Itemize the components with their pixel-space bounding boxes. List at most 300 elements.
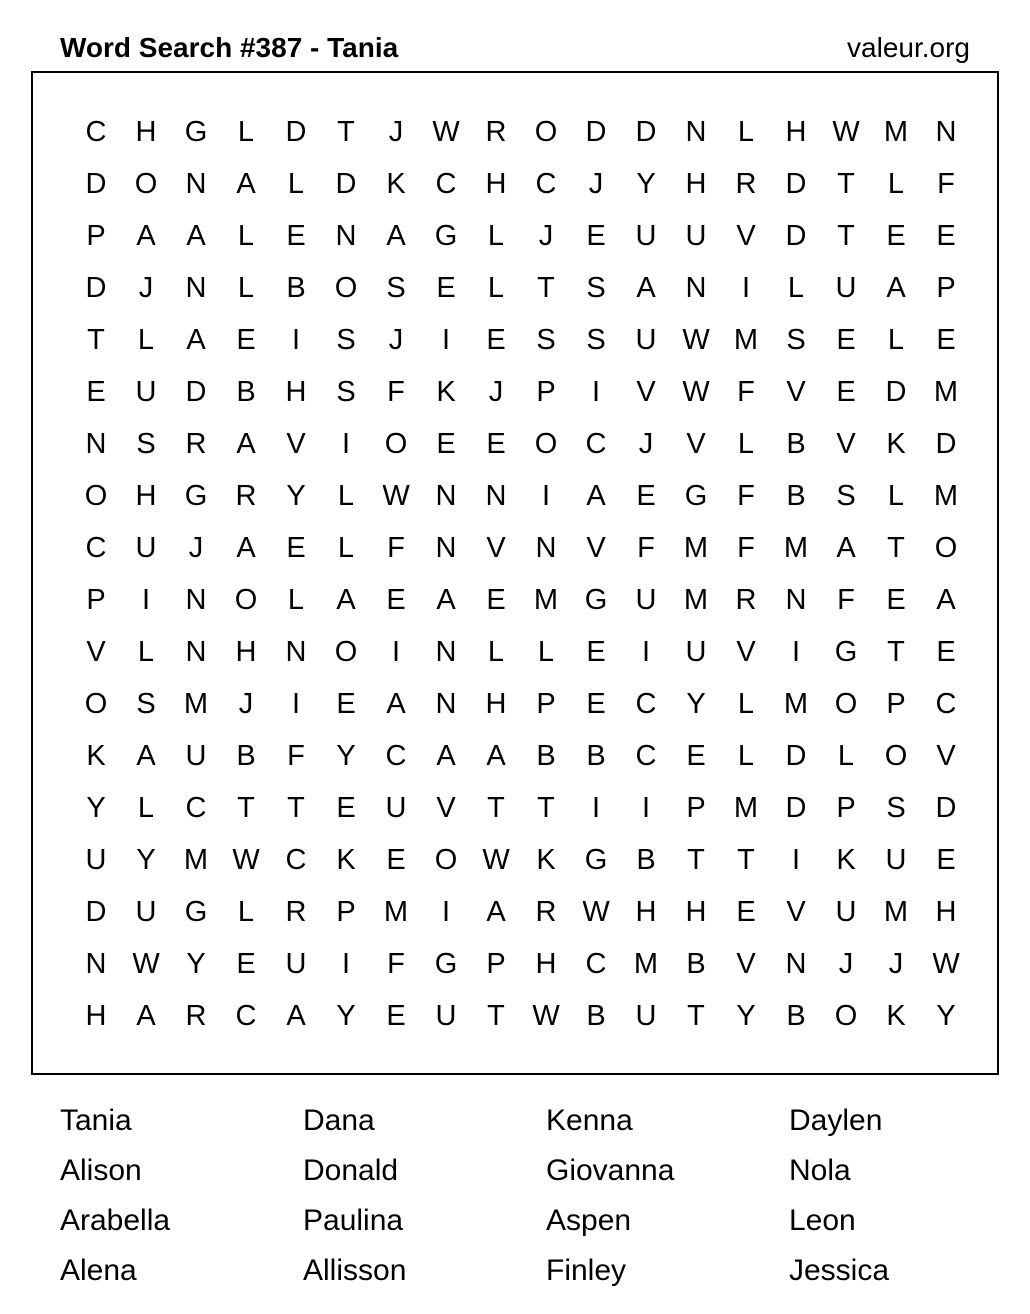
grid-letter: E	[936, 220, 956, 252]
grid-letter: P	[336, 896, 356, 928]
grid-letter: F	[637, 532, 655, 564]
grid-letter: W	[932, 948, 960, 980]
grid-letter: I	[791, 844, 801, 876]
grid-letter: B	[786, 1000, 806, 1032]
grid-letter: L	[337, 532, 355, 564]
grid-letter: M	[533, 584, 559, 616]
grid-letter: C	[185, 792, 207, 824]
grid-letter: O	[884, 740, 908, 772]
grid-letter: G	[184, 480, 208, 512]
grid-letter: O	[334, 272, 358, 304]
grid-letter: A	[486, 896, 506, 928]
grid-letter: O	[834, 1000, 858, 1032]
grid-letter: B	[236, 740, 256, 772]
grid-letter: D	[785, 792, 807, 824]
grid-letter: A	[186, 324, 206, 356]
grid-letter: E	[886, 584, 906, 616]
grid-letter: F	[387, 532, 405, 564]
grid-letter: I	[291, 324, 301, 356]
grid-letter: D	[85, 168, 107, 200]
grid-letter: T	[687, 1000, 705, 1032]
grid-letter: H	[135, 480, 157, 512]
grid-letter: I	[741, 272, 751, 304]
grid-letter: L	[487, 272, 505, 304]
grid-letter: D	[785, 220, 807, 252]
grid-letter: M	[933, 480, 959, 512]
grid-letter: T	[237, 792, 255, 824]
grid-letter: L	[237, 272, 255, 304]
grid-letter: H	[235, 636, 257, 668]
grid-letter: J	[888, 948, 904, 980]
grid-letter: U	[635, 1000, 657, 1032]
grid-letter: E	[436, 272, 456, 304]
grid-letter: H	[135, 116, 157, 148]
grid-letter: V	[786, 896, 806, 928]
grid-letter: L	[887, 480, 905, 512]
grid-letter: N	[285, 636, 307, 668]
grid-letter: T	[287, 792, 305, 824]
grid-letter: B	[636, 844, 656, 876]
grid-letter: T	[87, 324, 105, 356]
puzzle-header	[60, 28, 970, 68]
grid-letter: N	[185, 636, 207, 668]
grid-letter: B	[786, 428, 806, 460]
grid-letter: Y	[286, 480, 306, 512]
grid-letter: N	[685, 272, 707, 304]
grid-letter: S	[136, 688, 156, 720]
grid-letter: O	[834, 688, 858, 720]
grid-letter: C	[385, 740, 407, 772]
grid-letter: E	[386, 584, 406, 616]
grid-letter: O	[534, 116, 558, 148]
grid-letter: S	[586, 324, 606, 356]
grid-letter: O	[334, 636, 358, 668]
grid-letter: C	[435, 168, 457, 200]
grid-letter: V	[486, 532, 506, 564]
grid-letter: K	[386, 168, 406, 200]
grid-letter: K	[86, 740, 106, 772]
grid-letter: D	[785, 740, 807, 772]
grid-letter: T	[487, 1000, 505, 1032]
grid-letter: E	[836, 324, 856, 356]
grid-letter: L	[487, 220, 505, 252]
grid-letter: G	[584, 584, 608, 616]
grid-letter: W	[682, 324, 710, 356]
grid-letter: J	[838, 948, 854, 980]
grid-letter: A	[136, 220, 156, 252]
grid-letter: U	[635, 220, 657, 252]
grid-letter: J	[238, 688, 254, 720]
grid-letter: C	[85, 532, 107, 564]
grid-letter: H	[685, 168, 707, 200]
grid-letter: A	[836, 532, 856, 564]
grid-letter: Y	[336, 740, 356, 772]
grid-letter: G	[434, 220, 458, 252]
grid-letter: M	[883, 116, 909, 148]
grid-letter: T	[337, 116, 355, 148]
grid-letter: V	[736, 948, 756, 980]
grid-letter: R	[185, 428, 207, 460]
grid-letter: D	[85, 896, 107, 928]
grid-letter: P	[536, 376, 556, 408]
grid-letter: T	[887, 636, 905, 668]
grid-letter: H	[785, 116, 807, 148]
word-list	[60, 1096, 1030, 1296]
grid-letter: T	[537, 792, 555, 824]
grid-letter: N	[435, 688, 457, 720]
grid-letter: V	[86, 636, 106, 668]
grid-letter: U	[185, 740, 207, 772]
grid-letter: I	[341, 428, 351, 460]
grid-letter: E	[86, 376, 106, 408]
grid-letter: V	[286, 428, 306, 460]
grid-letter: P	[886, 688, 906, 720]
grid-letter: I	[391, 636, 401, 668]
word-list-item: Allisson	[303, 1254, 407, 1287]
grid-letter: E	[586, 636, 606, 668]
grid-letter: D	[285, 116, 307, 148]
grid-letter: Y	[686, 688, 706, 720]
grid-letter: C	[85, 116, 107, 148]
grid-letter: E	[286, 220, 306, 252]
grid-letter: I	[641, 792, 651, 824]
grid-letter: M	[783, 532, 809, 564]
grid-letter: J	[388, 116, 404, 148]
grid-letter: D	[885, 376, 907, 408]
grid-letter: O	[84, 480, 108, 512]
grid-letter: W	[532, 1000, 560, 1032]
grid-letter: L	[137, 324, 155, 356]
grid-letter: E	[236, 324, 256, 356]
grid-letter: C	[935, 688, 957, 720]
grid-letter: B	[786, 480, 806, 512]
grid-letter: L	[737, 740, 755, 772]
grid-letter: F	[387, 948, 405, 980]
grid-letter: A	[186, 220, 206, 252]
grid-letter: V	[636, 376, 656, 408]
grid-letter: M	[683, 584, 709, 616]
grid-letter: L	[737, 688, 755, 720]
grid-letter: H	[685, 896, 707, 928]
grid-letter: K	[536, 844, 556, 876]
grid-letter: K	[836, 844, 856, 876]
grid-letter: A	[936, 584, 956, 616]
grid-letter: E	[236, 948, 256, 980]
grid-letter: E	[386, 844, 406, 876]
grid-letter: O	[84, 688, 108, 720]
grid-letter: M	[783, 688, 809, 720]
grid-letter: W	[432, 116, 460, 148]
grid-letter: B	[586, 740, 606, 772]
grid-letter: J	[638, 428, 654, 460]
grid-letter: M	[933, 376, 959, 408]
grid-letter: A	[486, 740, 506, 772]
grid-letter: T	[887, 532, 905, 564]
grid-letter: G	[184, 896, 208, 928]
grid-letter: K	[886, 1000, 906, 1032]
grid-letter: U	[285, 948, 307, 980]
grid-letter: F	[287, 740, 305, 772]
word-list-item: Alison	[60, 1154, 142, 1187]
grid-letter: V	[586, 532, 606, 564]
grid-letter: H	[485, 688, 507, 720]
grid-letter: I	[441, 324, 451, 356]
grid-letter: U	[135, 376, 157, 408]
grid-letter: D	[335, 168, 357, 200]
grid-letter: K	[336, 844, 356, 876]
grid-letter: Y	[86, 792, 106, 824]
grid-letter: O	[534, 428, 558, 460]
grid-letter: D	[185, 376, 207, 408]
grid-letter: W	[382, 480, 410, 512]
grid-letter: C	[635, 688, 657, 720]
grid-letter: E	[386, 1000, 406, 1032]
grid-letter: N	[685, 116, 707, 148]
grid-letter: V	[736, 220, 756, 252]
grid-letter: M	[383, 896, 409, 928]
grid-letter: Y	[736, 1000, 756, 1032]
grid-letter: W	[482, 844, 510, 876]
grid-letter: L	[887, 168, 905, 200]
grid-letter: U	[835, 272, 857, 304]
grid-letter: A	[136, 1000, 156, 1032]
grid-letter: H	[635, 896, 657, 928]
word-list-item: Arabella	[60, 1204, 171, 1237]
grid-letter: P	[86, 220, 106, 252]
grid-letter: C	[585, 428, 607, 460]
letter-grid-frame	[31, 71, 999, 1075]
word-list-item: Finley	[546, 1254, 627, 1287]
grid-letter: R	[535, 896, 557, 928]
grid-letter: T	[687, 844, 705, 876]
grid-letter: R	[735, 168, 757, 200]
word-list-item: Tania	[60, 1104, 132, 1137]
grid-letter: L	[887, 324, 905, 356]
grid-letter: A	[136, 740, 156, 772]
grid-letter: A	[336, 584, 356, 616]
grid-letter: R	[235, 480, 257, 512]
grid-letter: A	[386, 688, 406, 720]
grid-letter: N	[185, 584, 207, 616]
grid-letter: L	[537, 636, 555, 668]
grid-letter: M	[733, 324, 759, 356]
grid-letter: E	[436, 428, 456, 460]
grid-letter: B	[286, 272, 306, 304]
grid-letter: U	[885, 844, 907, 876]
grid-letter: P	[86, 584, 106, 616]
grid-letter: A	[286, 1000, 306, 1032]
grid-letter: H	[535, 948, 557, 980]
grid-letter: U	[85, 844, 107, 876]
grid-letter: M	[683, 532, 709, 564]
grid-letter: W	[232, 844, 260, 876]
grid-letter: M	[733, 792, 759, 824]
grid-letter: V	[736, 636, 756, 668]
grid-letter: M	[183, 844, 209, 876]
grid-letter: J	[588, 168, 604, 200]
grid-letter: C	[535, 168, 557, 200]
grid-letter: U	[835, 896, 857, 928]
grid-letter: I	[791, 636, 801, 668]
grid-letter: F	[937, 168, 955, 200]
letter-grid	[71, 106, 971, 1042]
puzzle-title: Word Search #387 - Tania	[60, 32, 399, 63]
grid-letter: D	[85, 272, 107, 304]
grid-letter: L	[337, 480, 355, 512]
word-list-item: Aspen	[546, 1204, 632, 1237]
grid-letter: E	[286, 532, 306, 564]
grid-letter: K	[886, 428, 906, 460]
grid-letter: V	[436, 792, 456, 824]
grid-letter: J	[488, 376, 504, 408]
grid-letter: U	[435, 1000, 457, 1032]
grid-letter: G	[584, 844, 608, 876]
grid-letter: L	[137, 792, 155, 824]
grid-letter: B	[686, 948, 706, 980]
grid-letter: L	[787, 272, 805, 304]
grid-letter: W	[582, 896, 610, 928]
word-list-item: Kenna	[546, 1104, 633, 1137]
grid-letter: R	[485, 116, 507, 148]
grid-letter: D	[635, 116, 657, 148]
grid-letter: D	[935, 428, 957, 460]
grid-letter: J	[138, 272, 154, 304]
grid-letter: F	[737, 532, 755, 564]
grid-letter: N	[185, 168, 207, 200]
grid-letter: E	[486, 428, 506, 460]
grid-letter: L	[487, 636, 505, 668]
grid-letter: G	[834, 636, 858, 668]
grid-letter: N	[85, 428, 107, 460]
grid-letter: Y	[136, 844, 156, 876]
grid-letter: G	[684, 480, 708, 512]
grid-letter: I	[591, 376, 601, 408]
grid-letter: L	[237, 220, 255, 252]
grid-letter: I	[441, 896, 451, 928]
grid-letter: P	[936, 272, 956, 304]
grid-letter: E	[486, 324, 506, 356]
grid-letter: N	[435, 636, 457, 668]
grid-letter: D	[785, 168, 807, 200]
grid-letter: A	[236, 532, 256, 564]
grid-letter: S	[386, 272, 406, 304]
grid-letter: M	[883, 896, 909, 928]
grid-letter: T	[737, 844, 755, 876]
grid-letter: J	[388, 324, 404, 356]
site-name: valeur.org	[847, 32, 970, 63]
grid-letter: I	[641, 636, 651, 668]
grid-letter: U	[635, 584, 657, 616]
grid-letter: N	[335, 220, 357, 252]
grid-letter: H	[285, 376, 307, 408]
grid-letter: Y	[636, 168, 656, 200]
grid-letter: A	[236, 428, 256, 460]
grid-letter: E	[636, 480, 656, 512]
grid-letter: A	[636, 272, 656, 304]
grid-letter: E	[886, 220, 906, 252]
grid-letter: F	[837, 584, 855, 616]
grid-letter: R	[285, 896, 307, 928]
grid-letter: P	[686, 792, 706, 824]
grid-letter: O	[234, 584, 258, 616]
grid-letter: L	[287, 168, 305, 200]
word-list-item: Leon	[789, 1204, 856, 1237]
grid-letter: H	[485, 168, 507, 200]
grid-letter: V	[936, 740, 956, 772]
grid-letter: E	[336, 688, 356, 720]
grid-letter: S	[836, 480, 856, 512]
grid-letter: E	[736, 896, 756, 928]
grid-letter: E	[586, 688, 606, 720]
grid-letter: P	[486, 948, 506, 980]
grid-letter: S	[336, 324, 356, 356]
grid-letter: Y	[336, 1000, 356, 1032]
grid-letter: S	[786, 324, 806, 356]
grid-letter: S	[536, 324, 556, 356]
grid-letter: B	[536, 740, 556, 772]
word-list-item: Dana	[303, 1104, 375, 1137]
grid-letter: B	[236, 376, 256, 408]
grid-letter: D	[935, 792, 957, 824]
grid-letter: I	[291, 688, 301, 720]
grid-letter: V	[686, 428, 706, 460]
grid-letter: I	[591, 792, 601, 824]
grid-letter: N	[785, 948, 807, 980]
grid-letter: M	[183, 688, 209, 720]
grid-letter: E	[936, 844, 956, 876]
grid-letter: S	[586, 272, 606, 304]
grid-letter: E	[336, 792, 356, 824]
grid-letter: E	[586, 220, 606, 252]
grid-letter: E	[486, 584, 506, 616]
grid-letter: G	[184, 116, 208, 148]
grid-letter: N	[935, 116, 957, 148]
grid-letter: L	[737, 428, 755, 460]
grid-letter: E	[686, 740, 706, 772]
grid-letter: J	[538, 220, 554, 252]
grid-letter: T	[537, 272, 555, 304]
grid-letter: O	[434, 844, 458, 876]
grid-letter: R	[735, 584, 757, 616]
grid-letter: N	[785, 584, 807, 616]
word-list-item: Donald	[303, 1154, 399, 1187]
grid-letter: L	[137, 636, 155, 668]
grid-letter: G	[434, 948, 458, 980]
grid-letter: J	[188, 532, 204, 564]
grid-letter: P	[836, 792, 856, 824]
word-list-item: Alena	[60, 1254, 137, 1287]
grid-letter: N	[485, 480, 507, 512]
word-list-item: Nola	[789, 1154, 851, 1187]
grid-letter: L	[287, 584, 305, 616]
grid-letter: O	[934, 532, 958, 564]
grid-letter: A	[586, 480, 606, 512]
grid-letter: U	[135, 896, 157, 928]
grid-letter: S	[336, 376, 356, 408]
grid-letter: T	[837, 220, 855, 252]
grid-letter: W	[132, 948, 160, 980]
grid-letter: V	[836, 428, 856, 460]
grid-letter: A	[436, 740, 456, 772]
grid-letter: E	[936, 324, 956, 356]
grid-letter: F	[387, 376, 405, 408]
grid-letter: A	[886, 272, 906, 304]
grid-letter: F	[737, 480, 755, 512]
grid-letter: L	[237, 116, 255, 148]
grid-letter: B	[586, 1000, 606, 1032]
grid-letter: C	[285, 844, 307, 876]
grid-letter: I	[141, 584, 151, 616]
